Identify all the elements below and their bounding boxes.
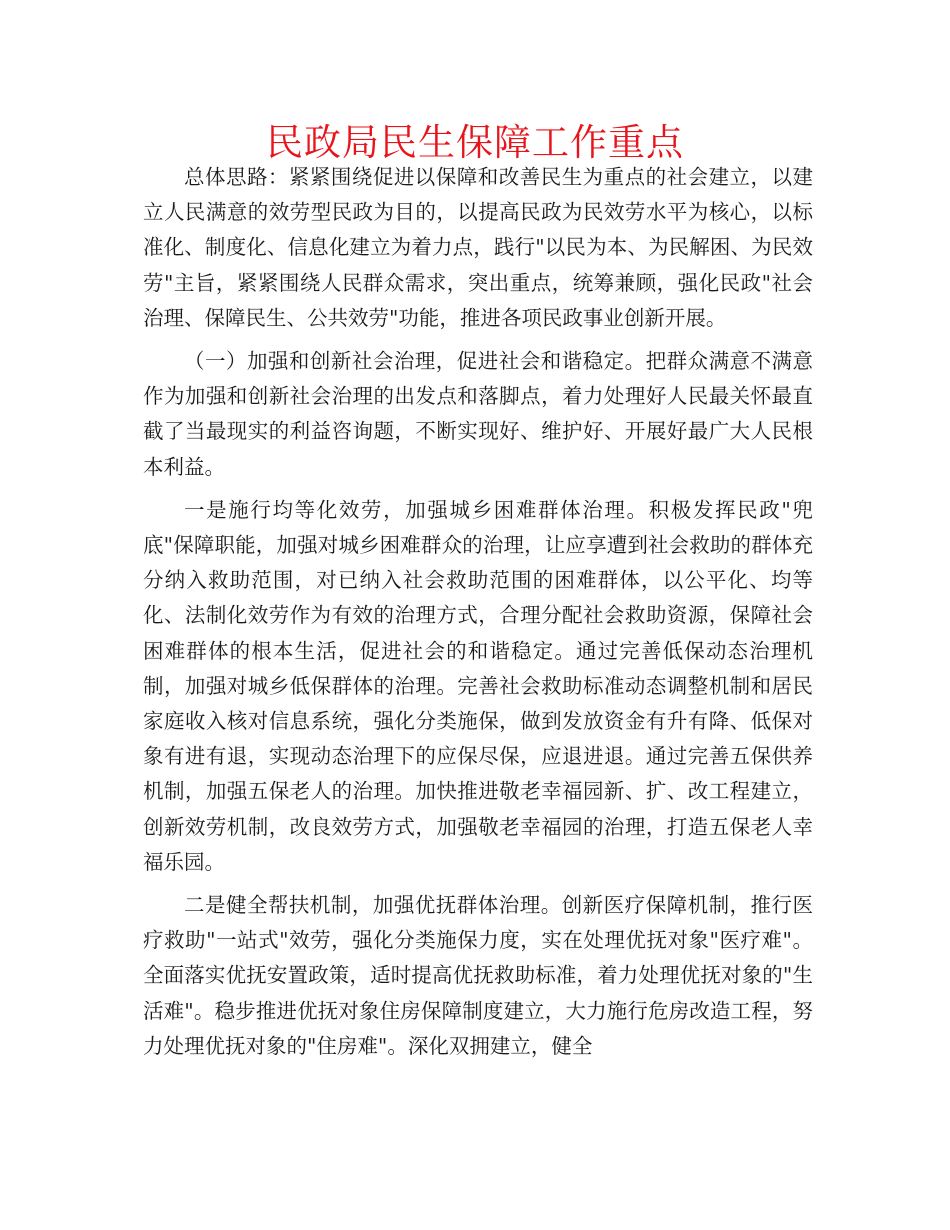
paragraph-section-one: （一）加强和创新社会治理，促进社会和谐稳定。把群众满意不满意作为加强和创新社会治理的出发点和落脚点，着力处理好人民最关怀最直截了当最现实的利益咨询题，不断实现好、维护好、开展好最广大人民根本利益。	[143, 349, 813, 479]
document-title: 民政局民生保障工作重点	[266, 121, 684, 164]
paragraph-point-two: 二是健全帮扶机制，加强优抚群体治理。创新医疗保障机制，推行医疗救助"一站式"效劳，强化分类施保力度，实在处理优抚对象"医疗难"。全面落实优抚安置政策，适时提高优抚救助标准，着力处理优抚对象的"生活难"。稳步推进优抚对象住房保障制度建立，大力施行危房改造工程，努力处理优抚对象的"住房难"。深化双拥建立，健全	[143, 893, 813, 1058]
paragraph-overall-approach: 总体思路：紧紧围绕促进以保障和改善民生为重点的社会建立，以建立人民满意的效劳型民政为目的，以提高民政为民效劳水平为核心，以标准化、制度化、信息化建立为着力点，践行"以民为本、为民解困、为民效劳"主旨，紧紧围绕人民群众需求，突出重点，统筹兼顾，强化民政"社会治理、保障民生、公共效劳"功能，推进各项民政事业创新开展。	[143, 165, 813, 330]
paragraph-point-one: 一是施行均等化效劳，加强城乡困难群体治理。积极发挥民政"兜底"保障职能，加强对城乡困难群众的治理，让应享遭到社会救助的群体充分纳入救助范围，对已纳入社会救助范围的困难群体，以公平化、均等化、法制化效劳作为有效的治理方式，合理分配社会救助资源，保障社会困难群体的根本生活，促进社会的和谐稳定。通过完善低保动态治理机制，加强对城乡低保群体的治理。完善社会救助标准动态调整机制和居民家庭收入核对信息系统，强化分类施保，做到发放资金有升有降、低保对象有进有退，实现动态治理下的应保尽保，应退进退。通过完善五保供养机制，加强五保老人的治理。加快推进敬老幸福园新、扩、改工程建立，创新效劳机制，改良效劳方式，加强敬老幸福园的治理，打造五保老人幸福乐园。	[143, 497, 813, 874]
document-body	[143, 160, 813, 1064]
